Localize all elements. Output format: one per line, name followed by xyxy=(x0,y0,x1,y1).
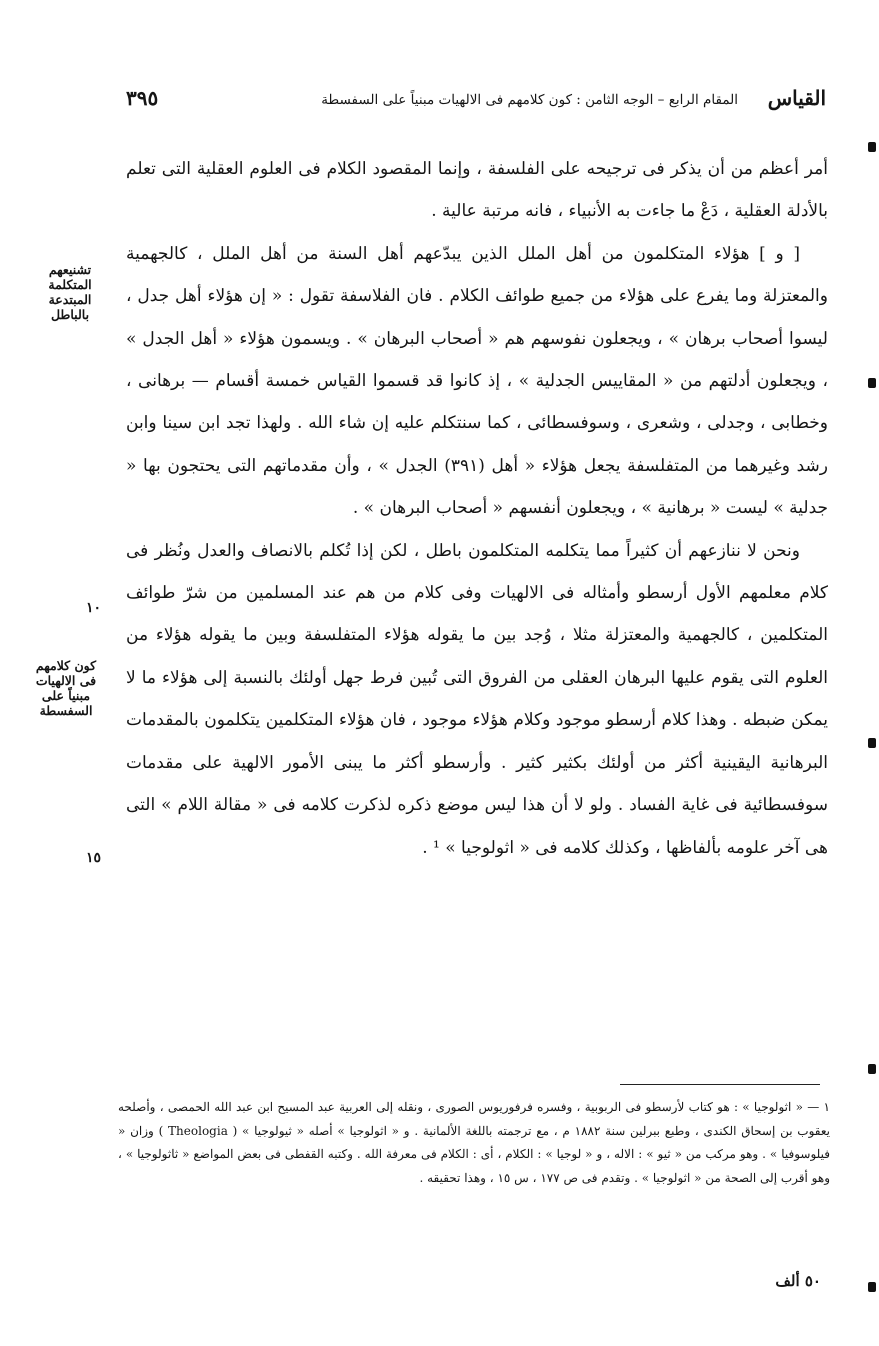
scan-edge-mark xyxy=(868,1282,876,1292)
margin-note: كون كلامهم فى الالهيات مبنياً على السفسطة xyxy=(35,658,97,718)
signature-mark: ٥٠ ألف xyxy=(775,1272,821,1290)
paragraph: [ و ] هؤلاء المتكلمون من أهل الملل الذين يبدّعهم أهل السنة من أهل الملل ، كالجهمية والمعتزلة وما يفرع على هؤلاء من جميع طوائف الكلام . فان الفلاسفة تقول : « إن هؤلاء أهل جدل ، ليسوا أصحاب برهان » ، ويجعلون نفوسهم هم « أصحاب البرهان » . ويسمون هؤلاء « أهل الجدل » ، ويجعلون أدلتهم من « المقاييس الجدلية » ، إذ كانوا قد قسموا القياس خمسة أقسام — برهانى ، وخطابى ، وجدلى ، وشعرى ، وسوفسطائى ، كما سنتكلم عليه إن شاء الله . ولهذا تجد ابن سينا وابن رشد وغيرهما من المتفلسفة يجعل هؤلاء « أهل (٣٩١) الجدل » ، وأن مقدماتهم التى يحتجون بها « جدلية » ليست « برهانية » ، ويجعلون أنفسهم « أصحاب البرهان » . xyxy=(126,243,828,519)
line-number: ١٠ xyxy=(86,600,102,616)
footnote-divider xyxy=(620,1084,820,1085)
paragraph: أمر أعظم من أن يذكر فى ترجيحه على الفلسفة ، وإنما المقصود الكلام فى العلوم العقلية التى تعلم بالأدلة العقلية ، دَعْ ما جاءت به الأنبياء ، فانه مرتبة عالية . xyxy=(126,159,828,222)
line-number: ١٥ xyxy=(86,850,102,866)
page-header xyxy=(118,86,826,122)
margin-note: تشنيعهم المتكلمة المبتدعة بالباطل xyxy=(48,262,92,322)
scan-edge-mark xyxy=(868,142,876,152)
main-text xyxy=(126,148,828,869)
book-title: القياس xyxy=(767,86,826,110)
footnote: ١ — « اثولوجيا » : هو كتاب لأرسطو فى الربوبية ، وفسره فرفوريوس الصورى ، ونقله إلى العربية عبد المسيح ابن عبد الله الحمصى ، وأصلحه يعقوب بن إسحاق الكندى ، وطبع ببرلين سنة ١٨٨٢ م ، مع ترجمته باللغة الألمانية . و « اثولوجيا » أصله « ثيولوجيا » ( Theologia ) وزان « فيلوسوفيا » . وهو مركب من « ثيو » : الاله ، و « لوجيا » : الكلام ، أى : الكلام فى معرفة الله . وكتبه القفطى فى بعض المواضع « ثاثولوجيا » ، وهو أقرب إلى الصحة من « اثولوجيا » . وتقدم فى ص ١٧٧ ، س ١٥ ، وهذا تحقيقه . xyxy=(118,1100,831,1185)
paragraph: ونحن لا ننازعهم أن كثيراً مما يتكلمه المتكلمون باطل ، لكن إذا تُكلم بالانصاف والعدل ونُظر فى كلام معلمهم الأول أرسطو وأمثاله فى الالهيات وفى كلام من هم عند المسلمين من شرّ طوائف المتكلمين ، كالجهمية والمعتزلة مثلا ، وُجد بين ما يقوله هؤلاء المتفلسفة وبين ما يقوله هؤلاء من العلوم التى يقوم عليها البرهان العقلى من الفروق التى تُبين فرط جهل أولئك بالنسبة إلى هؤلاء ما لا يمكن ضبطه . وهذا كلام أرسطو موجود وكلام هؤلاء موجود ، فان هؤلاء المتكلمين يتكلمون بالمقدمات البرهانية اليقينية أكثر من أولئك بكثير كثير . وأرسطو أكثر ما يبنى الأمور الالهية على مقدمات سوفسطائية فى غاية الفساد . ولو لا أن هذا ليس موضع ذكره لذكرت كلامه فى « مقالة اللام » التى هى آخر علومه بألفاظها ، وكذلك كلامه فى « اثولوجيا » ¹ . xyxy=(126,540,828,858)
scan-edge-mark xyxy=(868,738,876,748)
running-title: المقام الرابع – الوجه الثامن : كون كلامهم فى الالهيات مبنياً على السفسطة xyxy=(321,92,738,108)
page-number: ٣٩٥ xyxy=(126,86,159,110)
scan-edge-mark xyxy=(868,378,876,388)
scan-edge-mark xyxy=(868,1064,876,1074)
